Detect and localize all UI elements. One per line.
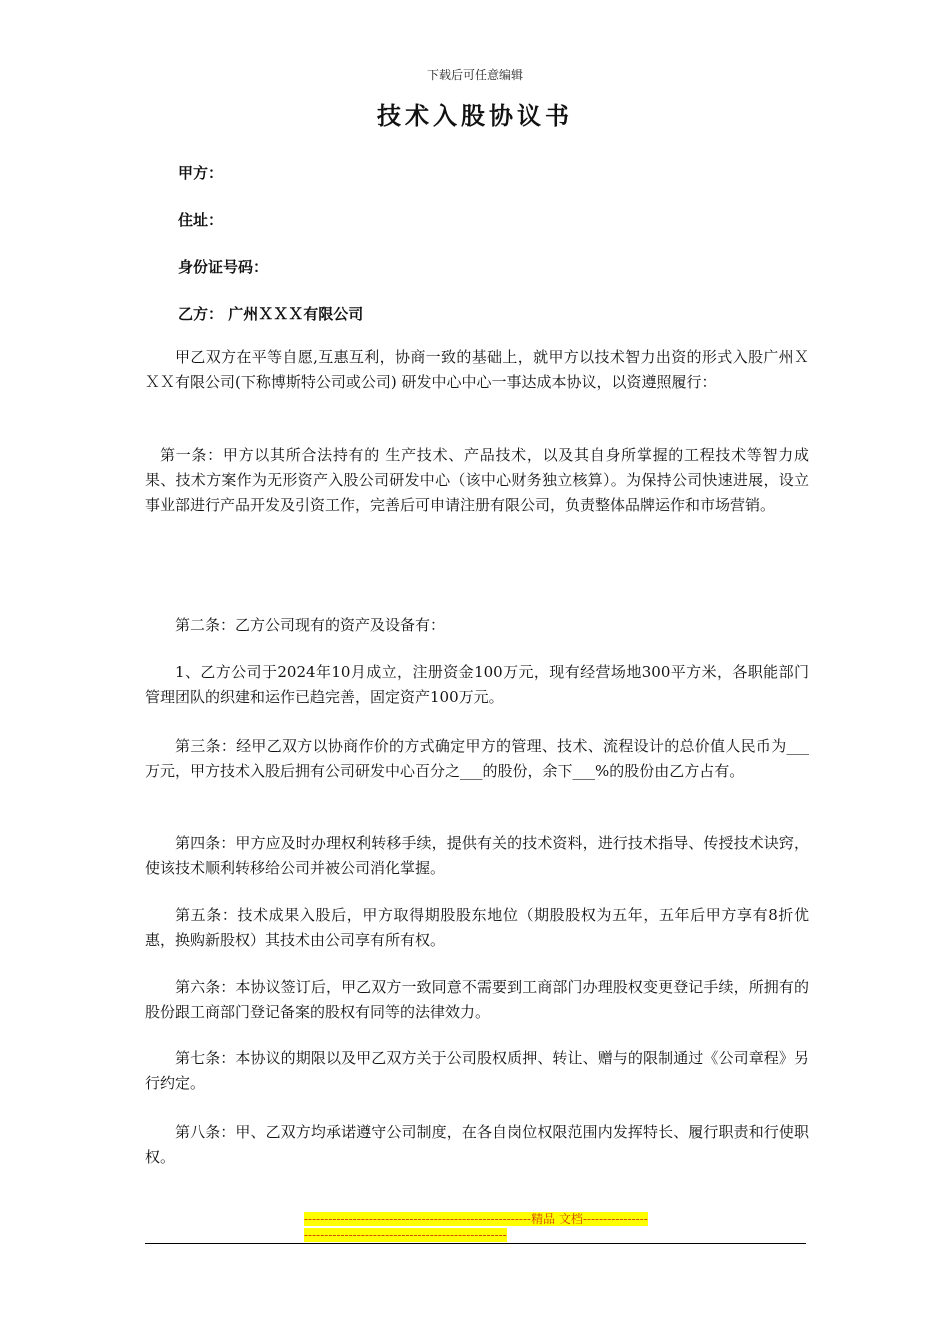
footer-divider <box>145 1243 806 1244</box>
article-1: 第一条：甲方以其所合法持有的 生产技术、产品技术，以及其自身所掌握的工程技术等智力成果、技术方案作为无形资产入股公司研发中心（该中心财务独立核算）。为保持公司快速进展，设立事业部进行产品开发及引资工作，完善后可申请注册有限公司，负责整体品牌运作和市场营销。 <box>145 446 809 514</box>
header-note: 下载后可任意编辑 <box>426 68 523 82</box>
article-6: 第六条：本协议签订后，甲乙双方一致同意不需要到工商部门办理股权变更登记手续，所拥有的股份跟工商部门登记备案的股权有同等的法律效力。 <box>145 978 809 1021</box>
article-4: 第四条：甲方应及时办理权利转移手续，提供有关的技术资料，进行技术指导、传授技术诀窍，使该技术顺利转移给公司并被公司消化掌握。 <box>145 834 809 877</box>
party-b-field: 乙方： 广州ＸＸＸ有限公司 <box>178 305 364 323</box>
document-title: 技术入股协议书 <box>377 101 573 130</box>
address-field: 住址： <box>178 211 224 229</box>
footer-watermark-text: --------------------------------------------------------精品 文档------------------------------------------------------------------ <box>304 1212 648 1242</box>
footer-watermark <box>304 1211 650 1243</box>
article-5: 第五条：技术成果入股后，甲方取得期股股东地位（期股股权为五年，五年后甲方享有8折优惠，换购新股权）其技术由公司享有所有权。 <box>145 906 809 949</box>
article-7: 第七条：本协议的期限以及甲乙双方关于公司股权质押、转让、赠与的限制通过《公司章程》另行约定。 <box>145 1049 809 1092</box>
id-number-field: 身份证号码： <box>178 258 269 276</box>
intro-paragraph: 甲乙双方在平等自愿,互惠互利，协商一致的基础上，就甲方以技术智力出资的形式入股广州ＸＸＸ有限公司(下称博斯特公司或公司) 研发中心中心一事达成本协议，以资遵照履行： <box>145 348 809 391</box>
article-8: 第八条：甲、乙双方均承诺遵守公司制度，在各自岗位权限范围内发挥特长、履行职责和行使职权。 <box>145 1123 809 1166</box>
article-3: 第三条：经甲乙双方以协商作价的方式确定甲方的管理、技术、流程设计的总价值人民币为___万元，甲方技术入股后拥有公司研发中心百分之___的股份，余下___%的股份由乙方占有。 <box>145 737 809 780</box>
article-2: 第二条：乙方公司现有的资产及设备有： <box>175 616 446 634</box>
party-a-field: 甲方： <box>178 164 224 182</box>
article-2-item-1: 1、乙方公司于2024年10月成立，注册资金100万元，现有经营场地300平方米，各职能部门管理团队的织建和运作已趋完善，固定资产100万元。 <box>145 663 809 706</box>
